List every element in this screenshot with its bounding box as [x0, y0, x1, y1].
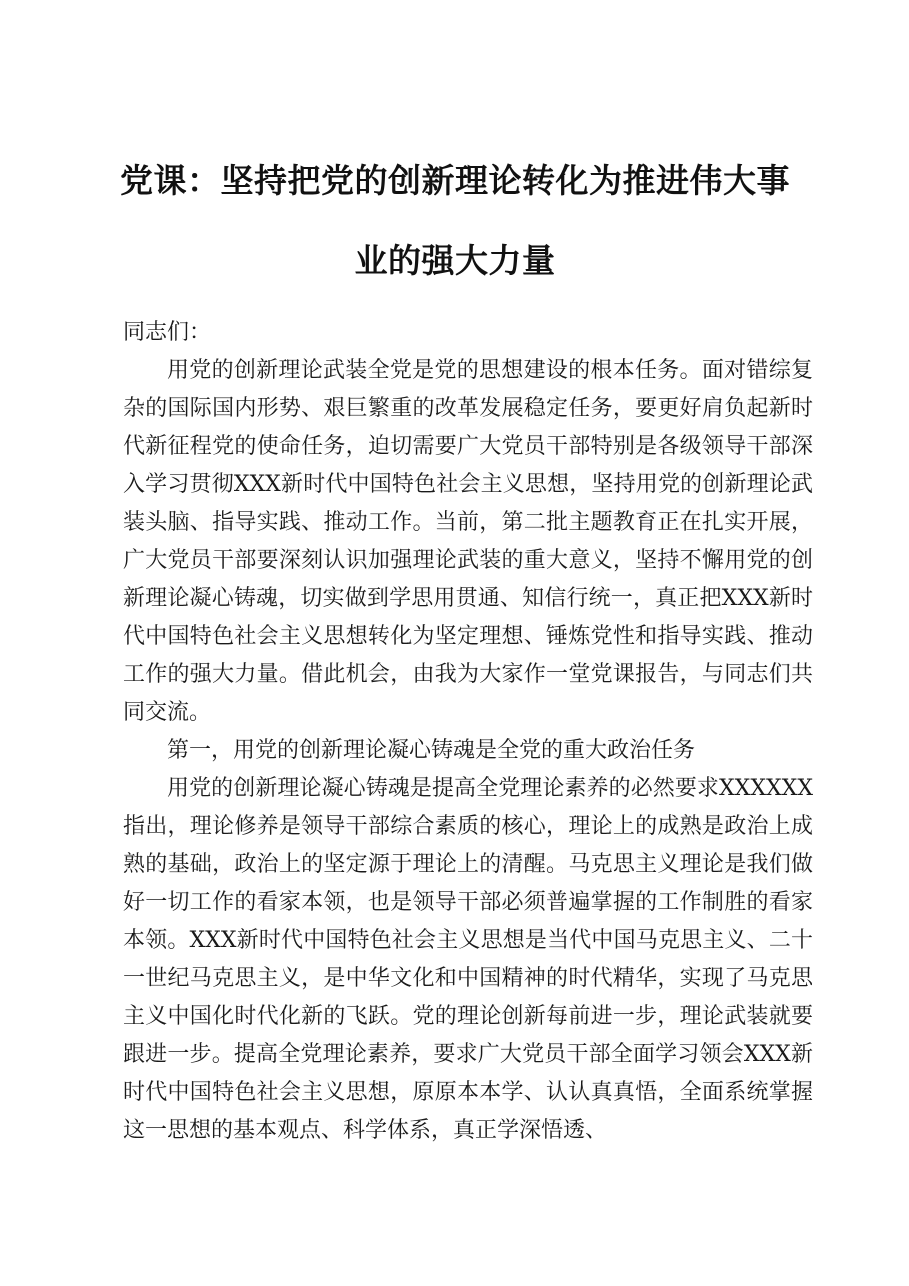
paragraph-section-one: 用党的创新理论凝心铸魂是提高全党理论素养的必然要求XXXXXX指出，理论修养是领导干部综合素质的核心，理论上的成熟是政治上成熟的基础，政治上的坚定源于理论上的清醒。马克思主义理论是我们做好一切工作的看家本领，也是领导干部必须普遍掌握的工作制胜的看家本领。XXX新时代中国特色社会主义思想是当代中国马克思主义、二十一世纪马克思主义，是中华文化和中国精神的时代精华，实现了马克思主义中国化时代化新的飞跃。党的理论创新每前进一步，理论武装就要跟进一步。提高全党理论素养，要求广大党员干部全面学习领会XXX新时代中国特色社会主义思想，原原本本学、认认真真悟，全面系统掌握这一思想的基本观点、科学体系，真正学深悟透、 — [123, 776, 813, 1143]
section-heading-first: 第一，用党的创新理论凝心铸魂是全党的重大政治任务 — [167, 738, 696, 763]
document-title: 党课：坚持把党的创新理论转化为推进伟大事业的强大力量 — [120, 161, 790, 280]
document-body — [123, 314, 813, 1150]
paragraph-intro: 用党的创新理论武装全党是党的思想建设的根本任务。面对错综复杂的国际国内形势、艰巨繁重的改革发展稳定任务，要更好肩负起新时代新征程党的使命任务，迫切需要广大党员干部特别是各级领导干部深入学习贯彻XXX新时代中国特色社会主义思想，坚持用党的创新理论武装头脑、指导实践、推动工作。当前，第二批主题教育正在扎实开展，广大党员干部要深刻认识加强理论武装的重大意义，坚持不懈用党的创新理论凝心铸魂，切实做到学思用贯通、知信行统一，真正把XXX新时代中国特色社会主义思想转化为坚定理想、锤炼党性和指导实践、推动工作的强大力量。借此机会，由我为大家作一堂党课报告，与同志们共同交流。 — [123, 358, 813, 725]
salutation: 同志们： — [123, 320, 212, 345]
